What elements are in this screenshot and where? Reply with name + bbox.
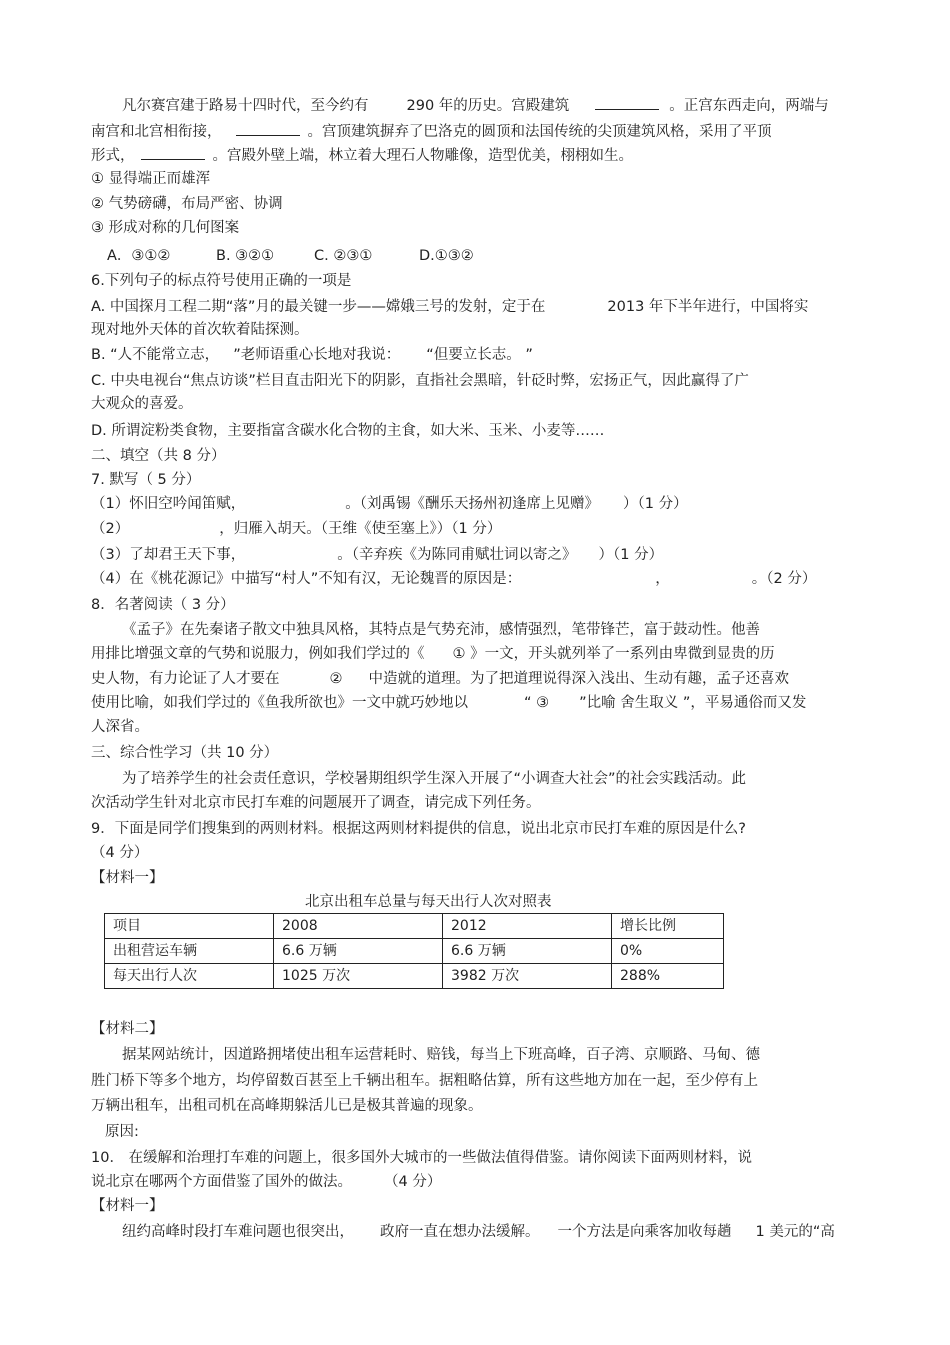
choice-d: D.①③② — [419, 248, 474, 264]
answer-blank-3[interactable] — [141, 142, 205, 160]
table-cell: 6.6 万辆 — [443, 939, 612, 964]
choice-c: C. ②③① — [314, 248, 373, 264]
choice-b: B. ③②① — [216, 248, 275, 264]
table-header-cell: 2012 — [443, 914, 612, 939]
passage-line-3: 形式， 。宫殿外壁上端，林立着大理石人物雕像，造型优美，栩栩如生。 — [91, 142, 633, 168]
table-cell: 每天出行人次 — [105, 964, 274, 989]
option-1: ① 显得端正而雄浑 — [91, 171, 211, 187]
q7-item-1: （1）怀旧空吟闻笛赋， 。（刘禹锡《酬乐天扬州初逢席上见赠》 ）（1 分） — [91, 496, 688, 512]
answer-blank-2[interactable] — [236, 118, 300, 136]
q6-option-a-line-2: 现对地外天体的首次软着陆探测。 — [91, 322, 309, 338]
table-cell: 288% — [612, 964, 724, 989]
table-header-cell: 项目 — [105, 914, 274, 939]
last-line: 纽约高峰时段打车难问题也很突出， 政府一直在想办法缓解。 一个方法是向乘客加收每趟 1 美元的“高 — [122, 1224, 835, 1240]
table-row — [105, 964, 724, 989]
option-2: ② 气势磅礴，布局严密、协调 — [91, 196, 283, 212]
material-2-label: 【材料二】 — [91, 1021, 164, 1037]
table-title: 北京出租车总量与每天出行人次对照表 — [305, 894, 552, 910]
taxi-data-table — [104, 913, 724, 989]
q9-stem: 9．下面是同学们搜集到的两则材料。根据这两则材料提供的信息，说出北京市民打车难的原因是什么? — [91, 821, 746, 837]
table-cell: 1025 万次 — [274, 964, 443, 989]
section-2-title: 二、填空（共 8 分） — [91, 448, 226, 464]
q7-stem: 7. 默写（ 5 分） — [91, 472, 201, 488]
q9-score: （4 分） — [91, 845, 149, 861]
q8-line-1: 《孟子》在先秦诸子散文中独具风格，其特点是气势充沛，感情强烈，笔带锋芒，富于鼓动性。他善 — [122, 622, 760, 638]
table-cell: 出租营运车辆 — [105, 939, 274, 964]
q6-option-a-line-1: A. 中国探月工程二期“落”月的最关键一步——嫦娥三号的发射，定于在 2013 年下半年进行，中国将实 — [91, 299, 809, 315]
table-header-cell: 2008 — [274, 914, 443, 939]
section-3-title: 三、综合性学习（共 10 分） — [91, 745, 279, 761]
q7-item-4: （4）在《桃花源记》中描写“村人”不知有汉，无论魏晋的原因是： ， 。（2 分） — [91, 571, 817, 587]
q6-option-b: B. “人不能常立志， ”老师语重心长地对我说： “但要立长志。 ” — [91, 347, 533, 363]
q7-item-3: （3）了却君王天下事， 。（辛弃疾《为陈同甫赋壮词以寄之》 ）（1 分） — [91, 547, 664, 563]
q7-item-2: （2） ，归雁入胡天。（王维《使至塞上》）（1 分） — [91, 521, 502, 537]
section-3-intro-1: 为了培养学生的社会责任意识，学校暑期组织学生深入开展了“小调查大社会”的社会实践活动。此 — [122, 771, 747, 787]
q8-stem: 8．名著阅读（ 3 分） — [91, 597, 235, 613]
table-cell: 3982 万次 — [443, 964, 612, 989]
material-2-line-1: 据某网站统计，因道路拥堵使出租车运营耗时、赔钱，每当上下班高峰，百子湾、京顺路、马甸、德 — [122, 1047, 760, 1063]
passage-line-2: 南宫和北宫相衔接， 。宫顶建筑摒弃了巴洛克的圆顶和法国传统的尖顶建筑风格，采用了平顶 — [91, 118, 772, 144]
q10-line-1: 10． 在缓解和治理打车难的问题上，很多国外大城市的一些做法值得借鉴。请你阅读下面两则材料，说 — [91, 1150, 753, 1166]
table-header-row — [105, 914, 724, 939]
table-cell: 6.6 万辆 — [274, 939, 443, 964]
q6-option-d: D. 所谓淀粉类食物，主要指富含碳水化合物的主食，如大米、玉米、小麦等…… — [91, 423, 605, 439]
option-3: ③ 形成对称的几何图案 — [91, 220, 240, 236]
material-2-line-3: 万辆出租车，出租司机在高峰期躲活儿已是极其普遍的现象。 — [91, 1098, 483, 1114]
q6-option-c-line-2: 大观众的喜爱。 — [91, 396, 193, 412]
q8-line-2: 用排比增强文章的气势和说服力，例如我们学过的《 ① 》一文，开头就列举了一系列由卑微到显贵的历 — [91, 646, 775, 662]
q8-line-3: 史人物，有力论证了人才要在 ② 中造就的道理。为了把道理说得深入浅出、生动有趣，孟子还喜欢 — [91, 671, 789, 687]
table-header-cell: 增长比例 — [612, 914, 724, 939]
q10-line-2: 说北京在哪两个方面借鉴了国外的做法。 （4 分） — [91, 1174, 442, 1190]
answer-blank-1[interactable] — [595, 92, 659, 110]
passage-line-1: 凡尔赛宫建于路易十四时代，至今约有 290 年的历史。宫殿建筑 。正宫东西走向，两端与 — [122, 92, 829, 118]
material-1b-label: 【材料一】 — [91, 1198, 164, 1214]
material-1-label: 【材料一】 — [91, 870, 164, 886]
table-cell: 0% — [612, 939, 724, 964]
table-row — [105, 939, 724, 964]
q8-line-5: 人深省。 — [91, 719, 149, 735]
reason-label: 原因: — [105, 1124, 139, 1140]
material-2-line-2: 胜门桥下等多个地方，均停留数百甚至上千辆出租车。据粗略估算，所有这些地方加在一起，至少停有上 — [91, 1073, 758, 1089]
section-3-intro-2: 次活动学生针对北京市民打车难的问题展开了调查，请完成下列任务。 — [91, 795, 541, 811]
choice-a: A．③①② — [107, 248, 171, 264]
q8-line-4: 使用比喻，如我们学过的《鱼我所欲也》一文中就巧妙地以 “ ③ ”比喻 舍生取义 ”，平易通俗而又发 — [91, 695, 807, 711]
q6-option-c-line-1: C. 中央电视台“焦点访谈”栏目直击阳光下的阴影，直指社会黑暗，针砭时弊，宏扬正气，因此赢得了广 — [91, 373, 749, 389]
q6-stem: 6.下列句子的标点符号使用正确的一项是 — [91, 273, 352, 289]
